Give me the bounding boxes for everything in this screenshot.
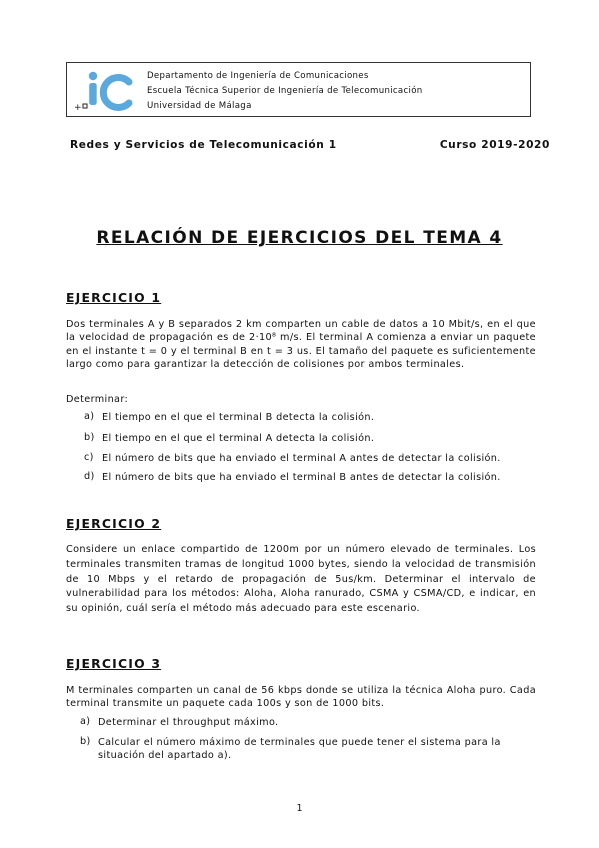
svg-text:+: + xyxy=(74,103,82,113)
course-info xyxy=(70,139,550,153)
uma-ic-logo xyxy=(71,67,141,113)
item-text: Calcular el número máximo de terminales que puede tener el sistema para la situación del apartado a). xyxy=(98,737,501,762)
page-title: RELACIÓN DE EJERCICIOS DEL TEMA 4 xyxy=(96,228,503,248)
item-label: b) xyxy=(84,432,95,443)
exercise-1-statement: Dos terminales A y B separados 2 km comparten un cable de datos a 10 Mbit/s, en el que la velocidad de propagación es de 2·10⁸ m/s. El terminal A comienza a enviar un paquete en el instante t = 0 y el terminal B en t = 3 us. El tamaño del paquete es suficientemente largo como para garantizar la detección de colisiones por ambos terminales. xyxy=(66,319,536,371)
university-name: Universidad de Málaga xyxy=(147,101,252,111)
department-name: Departamento de Ingeniería de Comunicaciones xyxy=(147,71,369,81)
exercise-1-heading: EJERCICIO 1 xyxy=(66,290,162,305)
exercise-2-statement: Considere un enlace compartido de 1200m por un número elevado de terminales. Los terminales transmiten tramas de longitud 1000 bytes, siendo la velocidad de transmisión de 10 Mbps y el retardo de propagación de 5us/km. Determinar el intervalo de vulnerabilidad para los métodos: Aloha, Aloha ranurado, CSMA y CSMA/CD, e indicar, en su opinión, cuál sería el método más adecuado para este escenario. xyxy=(66,544,536,615)
item-label: d) xyxy=(84,471,95,482)
item-text: El tiempo en el que el terminal A detecta la colisión. xyxy=(102,433,375,444)
item-label: c) xyxy=(84,452,94,463)
school-name: Escuela Técnica Superior de Ingeniería de Telecomunicación xyxy=(147,86,423,96)
exercise-3-statement: M terminales comparten un canal de 56 kbps donde se utiliza la técnica Aloha puro. Cada terminal transmite un paquete cada 100s y son de 1000 bits. xyxy=(66,685,536,710)
exercise-1-intro: Determinar: xyxy=(66,394,129,405)
item-text: Determinar el throughput máximo. xyxy=(98,717,279,728)
item-text: El número de bits que ha enviado el terminal B antes de detectar la colisión. xyxy=(102,472,501,483)
item-text: El número de bits que ha enviado el terminal A antes de detectar la colisión. xyxy=(102,453,501,464)
item-label: a) xyxy=(84,411,95,422)
exercise-3-heading: EJERCICIO 3 xyxy=(66,656,162,671)
item-label: a) xyxy=(80,716,91,727)
letterhead xyxy=(66,62,531,117)
exercise-2-heading: EJERCICIO 2 xyxy=(66,516,162,531)
page-number: 1 xyxy=(296,803,303,814)
item-text: El tiempo en el que el terminal B detecta la colisión. xyxy=(102,412,375,423)
academic-year: Curso 2019-2020 xyxy=(439,139,550,151)
item-label: b) xyxy=(80,736,91,747)
subject-name: Redes y Servicios de Telecomunicación 1 xyxy=(70,139,337,151)
letterhead-text xyxy=(147,69,423,114)
